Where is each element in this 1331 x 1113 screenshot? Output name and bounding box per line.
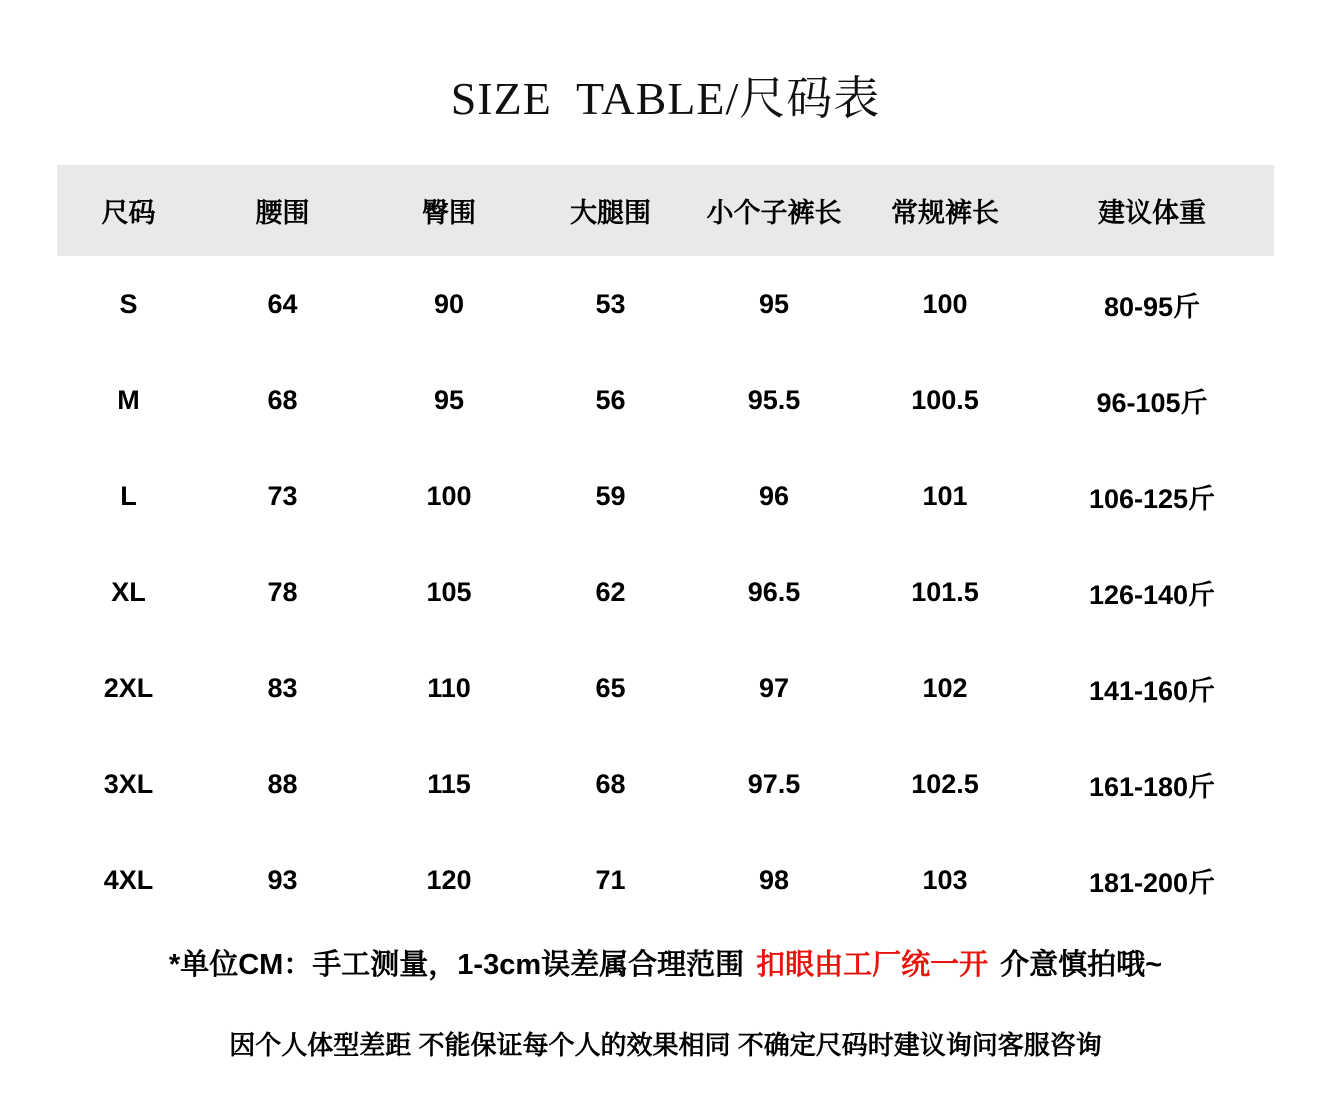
cell-hip: 90: [433, 288, 465, 319]
column-header-size: 尺码: [101, 198, 156, 228]
footnote-measurement-text: *单位CM：手工测量，1-3cm误差属合理范围: [168, 949, 745, 981]
cell-regular-length: 102: [922, 672, 968, 703]
cell-thigh: 65: [595, 672, 626, 703]
table-row: [57, 832, 1274, 928]
size-table-container: [57, 165, 1274, 928]
cell-regular-length: 100: [922, 288, 968, 319]
cell-short-length: 98: [758, 864, 790, 895]
cell-size: 3XL: [103, 768, 154, 799]
size-table: [57, 165, 1274, 928]
footnote-measurement: [0, 942, 1331, 983]
cell-thigh: 59: [595, 480, 626, 511]
footnote-buttonhole-warning: 扣眼由工厂统一开: [756, 949, 989, 981]
column-header-regular-length: 常规裤长: [891, 198, 999, 228]
cell-weight: 96-105斤: [1096, 387, 1208, 418]
cell-short-length: 97.5: [747, 768, 801, 799]
cell-thigh: 71: [595, 864, 626, 895]
cell-regular-length: 100.5: [911, 384, 979, 415]
cell-hip: 120: [426, 864, 472, 895]
cell-waist: 64: [267, 288, 298, 319]
cell-short-length: 95.5: [747, 384, 801, 415]
cell-regular-length: 101: [922, 480, 968, 511]
column-header-thigh: 大腿围: [570, 198, 651, 228]
cell-hip: 115: [427, 768, 471, 799]
cell-size: 4XL: [103, 864, 154, 895]
cell-thigh: 68: [595, 768, 626, 799]
cell-regular-length: 102.5: [911, 768, 979, 799]
cell-size: XL: [111, 576, 146, 607]
cell-waist: 83: [267, 672, 298, 703]
table-row: [57, 256, 1274, 352]
cell-weight: 80-95斤: [1103, 291, 1201, 322]
cell-weight: 161-180斤: [1088, 771, 1216, 802]
page-title: SIZE TABLE/尺码表: [450, 73, 881, 124]
cell-hip: 105: [426, 576, 472, 607]
cell-waist: 78: [267, 576, 298, 607]
cell-size: L: [120, 480, 137, 511]
cell-hip: 95: [433, 384, 465, 415]
table-row: [57, 544, 1274, 640]
cell-short-length: 96.5: [747, 576, 801, 607]
table-body: [57, 256, 1274, 928]
table-row: [57, 736, 1274, 832]
column-header-short-length: 小个子裤长: [706, 198, 842, 228]
cell-weight: 126-140斤: [1088, 579, 1216, 610]
cell-waist: 88: [267, 768, 298, 799]
cell-regular-length: 101.5: [911, 576, 979, 607]
table-header: [57, 165, 1274, 256]
footnote-body-difference: 因个人体型差距 不能保证每个人的效果相同 不确定尺码时建议询问客服咨询: [229, 1030, 1102, 1060]
cell-short-length: 96: [758, 480, 790, 511]
table-row: [57, 640, 1274, 736]
cell-hip: 110: [427, 672, 471, 703]
cell-thigh: 53: [595, 288, 626, 319]
cell-thigh: 56: [595, 384, 626, 415]
cell-short-length: 97: [758, 672, 790, 703]
cell-waist: 68: [267, 384, 298, 415]
cell-short-length: 95: [758, 288, 790, 319]
cell-thigh: 62: [595, 576, 626, 607]
footnote-careful-purchase: 介意慎拍哦~: [1000, 949, 1163, 981]
column-header-waist: 腰围: [255, 198, 310, 228]
column-header-hip: 臀围: [422, 198, 476, 228]
cell-weight: 141-160斤: [1088, 675, 1216, 706]
cell-regular-length: 103: [922, 864, 968, 895]
table-row: [57, 352, 1274, 448]
table-header-row: [57, 165, 1274, 256]
cell-weight: 106-125斤: [1088, 483, 1216, 514]
footnotes: [0, 942, 1331, 1062]
cell-waist: 73: [267, 480, 298, 511]
cell-hip: 100: [426, 480, 472, 511]
cell-weight: 181-200斤: [1088, 867, 1216, 898]
cell-size: 2XL: [103, 672, 154, 703]
cell-size: M: [117, 384, 140, 415]
cell-size: S: [119, 288, 138, 319]
cell-waist: 93: [267, 864, 298, 895]
table-row: [57, 448, 1274, 544]
column-header-weight: 建议体重: [1098, 198, 1206, 228]
